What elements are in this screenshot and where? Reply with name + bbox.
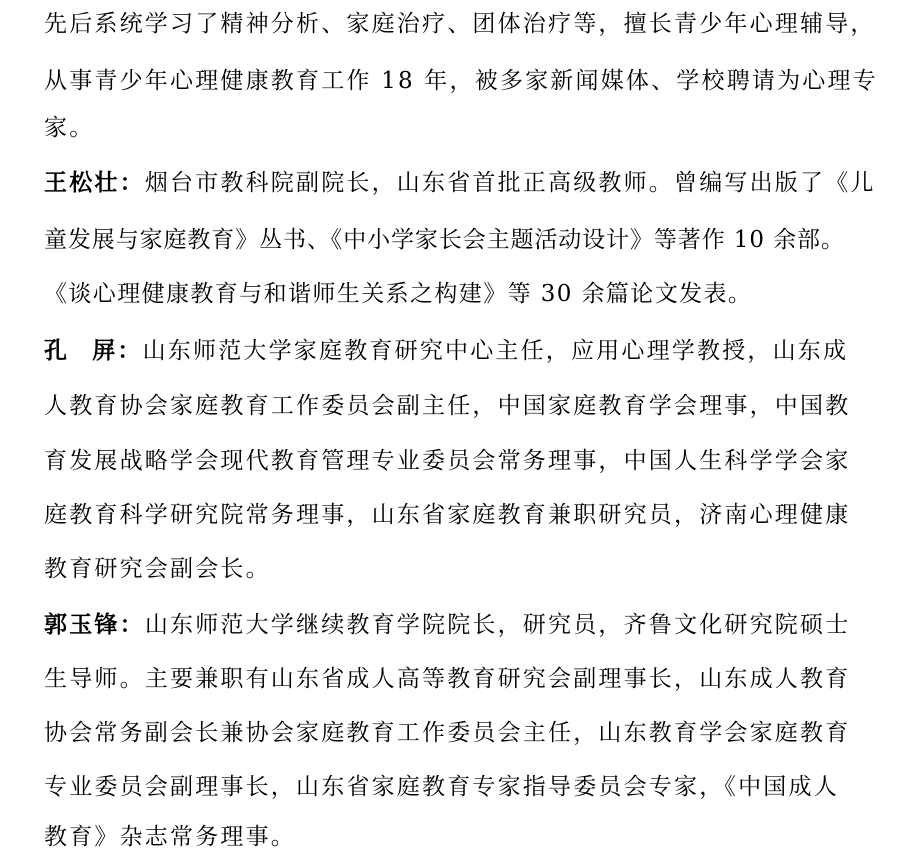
- bio-kong-line-5: 教育研究会副会长。: [44, 556, 271, 582]
- intro-line-2: 从事青少年心理健康教育工作 18 年，被多家新闻媒体、学校聘请为心理专: [44, 68, 878, 94]
- intro-line-1: 先后系统学习了精神分析、家庭治疗、团体治疗等，擅长青少年心理辅导，: [44, 11, 876, 37]
- bio-wang-line-2: 童发展与家庭教育》丛书、《中小学家长会主题活动设计》等著作 10 余部。: [44, 227, 845, 253]
- intro-line-3: 家。: [44, 115, 95, 141]
- bio-guo-name: 郭玉锋：: [44, 612, 145, 638]
- bio-guo-line-1: [44, 605, 850, 645]
- bio-guo-line-4: 专业委员会副理事长，山东省家庭教育专家指导委员会专家，《中国成人: [44, 774, 839, 800]
- bio-guo-line-3: 协会常务副会长兼协会家庭教育工作委员会主任，山东教育学会家庭教育: [44, 720, 851, 746]
- bio-kong-name-second: 屏：: [92, 338, 143, 364]
- bio-kong-line-1: [44, 331, 848, 371]
- bio-kong-text: 山东师范大学家庭教育研究中心主任，应用心理学教授，山东成: [142, 338, 849, 364]
- bio-kong-line-3: 育发展战略学会现代教育管理专业委员会常务理事，中国人生科学学会家: [44, 448, 851, 474]
- bio-wang-line-1: [44, 163, 876, 203]
- bio-wang-name: 王松壮：: [44, 170, 145, 196]
- bio-kong-line-2: 人教育协会家庭教育工作委员会副主任，中国家庭教育学会理事，中国教: [44, 393, 851, 419]
- bio-guo-line-5: 教育》杂志常务理事。: [44, 824, 296, 850]
- bio-kong-line-4: 庭教育科学研究院常务理事，山东省家庭教育兼职研究员，济南心理健康: [44, 502, 851, 528]
- bio-guo-text: 山东师范大学继续教育学院院长，研究员，齐鲁文化研究院硕士: [144, 612, 851, 638]
- bio-wang-line-3: 《谈心理健康教育与和谐师生关系之构建》等 30 余篇论文发表。: [44, 281, 753, 307]
- bio-kong-name-first: 孔: [44, 338, 70, 364]
- bio-guo-line-2: 生导师。主要兼职有山东省成人高等教育研究会副理事长，山东成人教育: [44, 666, 851, 692]
- bio-wang-text: 烟台市教科院副院长，山东省首批正高级教师。曾编写出版了《儿: [144, 170, 876, 196]
